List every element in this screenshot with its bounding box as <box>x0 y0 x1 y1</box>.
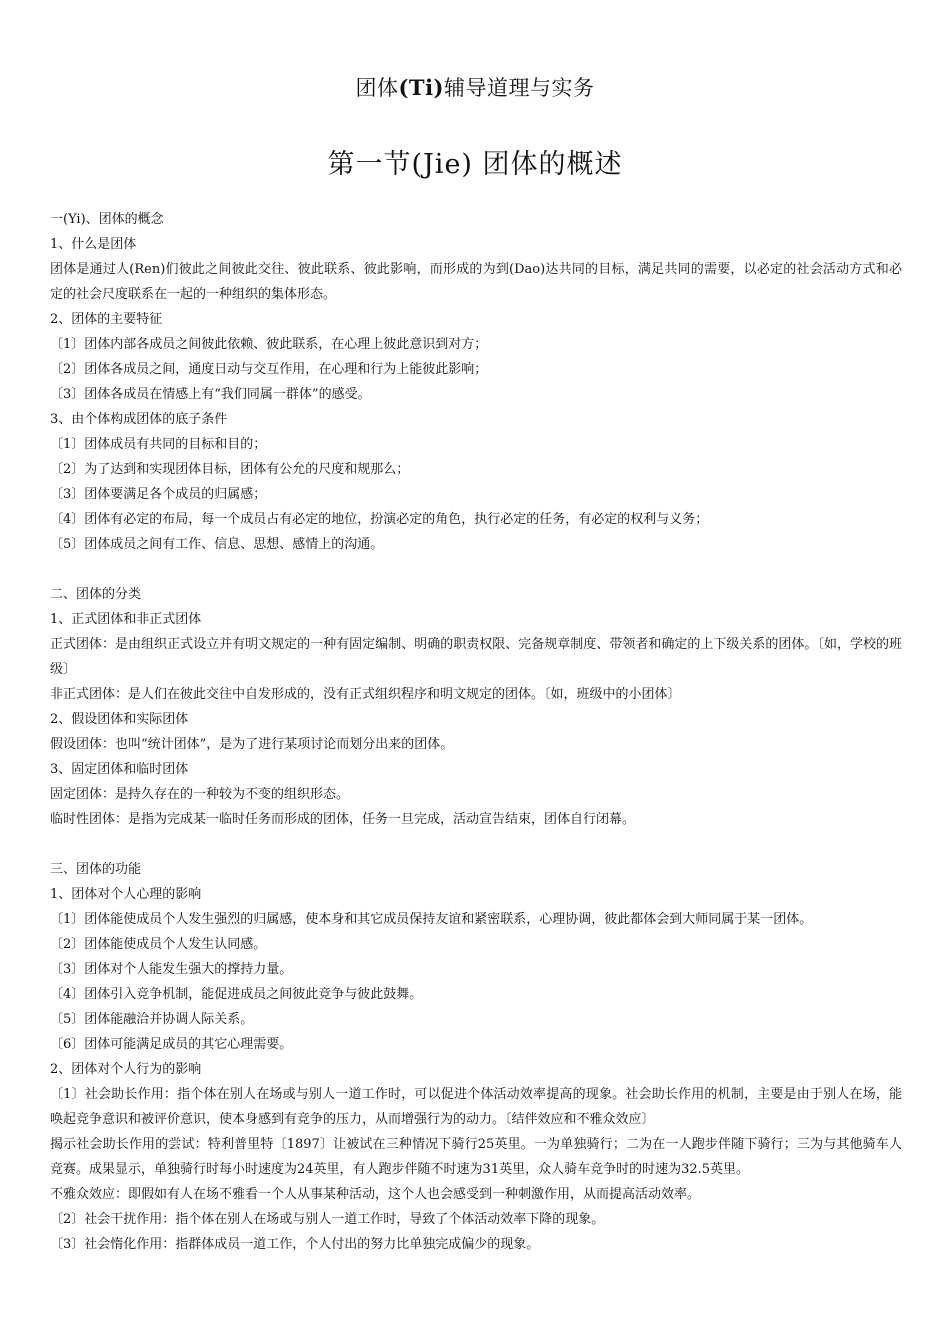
subheading-main-features: 2、团体的主要特征 <box>50 312 163 327</box>
list-item: 〔4〕团体引入竞争机制，能促进成员之间彼此竞争与彼此鼓舞。 <box>50 987 423 1002</box>
list-item: 〔1〕团体能使成员个人发生强烈的归属感，使本身和其它成员保持友谊和紧密联系，心理协调，彼此都体会到大师同属于某一团体。 <box>50 912 813 927</box>
subheading-fixed-temporary: 3、固定团体和临时团体 <box>50 762 189 777</box>
list-item: 〔1〕社会助长作用：指个体在别人在场或与别人一道工作时，可以促进个体活动效率提高的现象。社会助长作用的机制，主要是由于别人在场，能唤起竞争意识和被评价意识，使本身感到有竞争的压力，从而增强行为的动力。〔结伴效应和不雅众效应〕 <box>50 1087 902 1127</box>
heading-classification: 二、团体的分类 <box>50 587 142 602</box>
list-item: 〔3〕团体要满足各个成员的归属感； <box>50 487 267 502</box>
list-item: 〔2〕为了达到和实现团体目标，团体有公允的尺度和规那么； <box>50 462 410 477</box>
list-item: 〔2〕社会干扰作用：指个体在别人在场或与别人一道工作时，导致了个体活动效率下降的现象。 <box>50 1212 605 1227</box>
subheading-formal-informal: 1、正式团体和非正式团体 <box>50 612 202 627</box>
paragraph-informal-group: 非正式团体：是人们在彼此交往中自发形成的，没有正式组织程序和明文规定的团体。〔如，班级中的小团体〕 <box>50 687 681 702</box>
subheading-psychological-impact: 1、团体对个人心理的影响 <box>50 887 202 902</box>
list-item: 〔5〕团体成员之间有工作、信息、思想、感情上的沟通。 <box>50 537 384 552</box>
subheading-what-is-group: 1、什么是团体 <box>50 237 137 252</box>
list-item: 〔2〕团体各成员之间，通度日动与交互作用，在心理和行为上能彼此影响； <box>50 362 488 377</box>
subheading-behavior-impact: 2、团体对个人行为的影响 <box>50 1062 202 1077</box>
list-item: 〔3〕团体各成员在情感上有“我们同属一群体”的感受。 <box>50 387 371 402</box>
list-item: 〔2〕团体能使成员个人发生认同感。 <box>50 937 267 952</box>
paragraph-group-definition: 团体是通过人(Ren)们彼此之间彼此交往、彼此联系、彼此影响，而形成的为到(Dao)达共同的目标，满足共同的需要，以必定的社会活动方式和必定的社会尺度联系在一起的一种组织的集体形态。 <box>50 262 902 302</box>
heading-concept: 一(Yi)、团体的概念 <box>50 212 164 227</box>
list-item: 〔6〕团体可能满足成员的其它心理需要。 <box>50 1037 293 1052</box>
list-item: 〔4〕团体有必定的布局，每一个成员占有必定的地位，扮演必定的角色，执行必定的任务，有必定的权利与义务； <box>50 512 709 527</box>
list-item: 〔5〕团体能融洽并协调人际关系。 <box>50 1012 254 1027</box>
paragraph-hypothetical-group: 假设团体：也叫“统计团体”，是为了进行某项讨论而划分出来的团体。 <box>50 737 454 752</box>
list-item: 〔3〕团体对个人能发生强大的撑持力量。 <box>50 962 293 977</box>
subheading-basic-conditions: 3、由个体构成团体的底子条件 <box>50 412 228 427</box>
paragraph-formal-group: 正式团体：是由组织正式设立并有明文规定的一种有固定编制、明确的职责权限、完备规章制度、带领者和确定的上下级关系的团体。〔如，学校的班级〕 <box>50 637 902 677</box>
paragraph-audience-effect: 不雅众效应：即假如有人在场不雅看一个人从事某种活动，这个人也会感受到一种刺激作用，从而提高活动效率。 <box>50 1187 701 1202</box>
list-item: 〔3〕社会惰化作用：指群体成员一道工作，个人付出的努力比单独完成偏少的现象。 <box>50 1237 540 1252</box>
document-title-suffix: 辅导道理与实务 <box>443 76 595 100</box>
list-item: 〔1〕团体成员有共同的目标和目的； <box>50 437 267 452</box>
document-title-romanization: (Ti) <box>398 75 444 100</box>
heading-functions: 三、团体的功能 <box>50 862 142 877</box>
subheading-hypothetical-actual: 2、假设团体和实际团体 <box>50 712 189 727</box>
paragraph-temporary-group: 临时性团体：是指为完成某一临时任务而形成的团体，任务一旦完成，活动宣告结束，团体自行闭幕。 <box>50 812 636 827</box>
document-title-prefix: 团体 <box>355 76 399 100</box>
blank-line <box>50 557 902 582</box>
document-title <box>0 72 950 102</box>
section-title: 第一节(Jie) 团体的概述 <box>327 149 623 180</box>
list-item: 〔1〕团体内部各成员之间彼此依赖、彼此联系，在心理上彼此意识到对方； <box>50 337 488 352</box>
document-body <box>50 207 902 1257</box>
paragraph-experiment: 揭示社会助长作用的尝试：特利普里特〔1897〕让被试在三种情况下骑行25英里。一为单独骑行；二为在一人跑步伴随下骑行；三为与其他骑车人竞赛。成果显示，单独骑行时每小时速度为24英里，有人跑步伴随不时速为31英里，众人骑车竞争时的时速为32.5英里。 <box>50 1137 902 1177</box>
paragraph-fixed-group: 固定团体：是持久存在的一种较为不变的组织形态。 <box>50 787 350 802</box>
blank-line <box>50 832 902 857</box>
